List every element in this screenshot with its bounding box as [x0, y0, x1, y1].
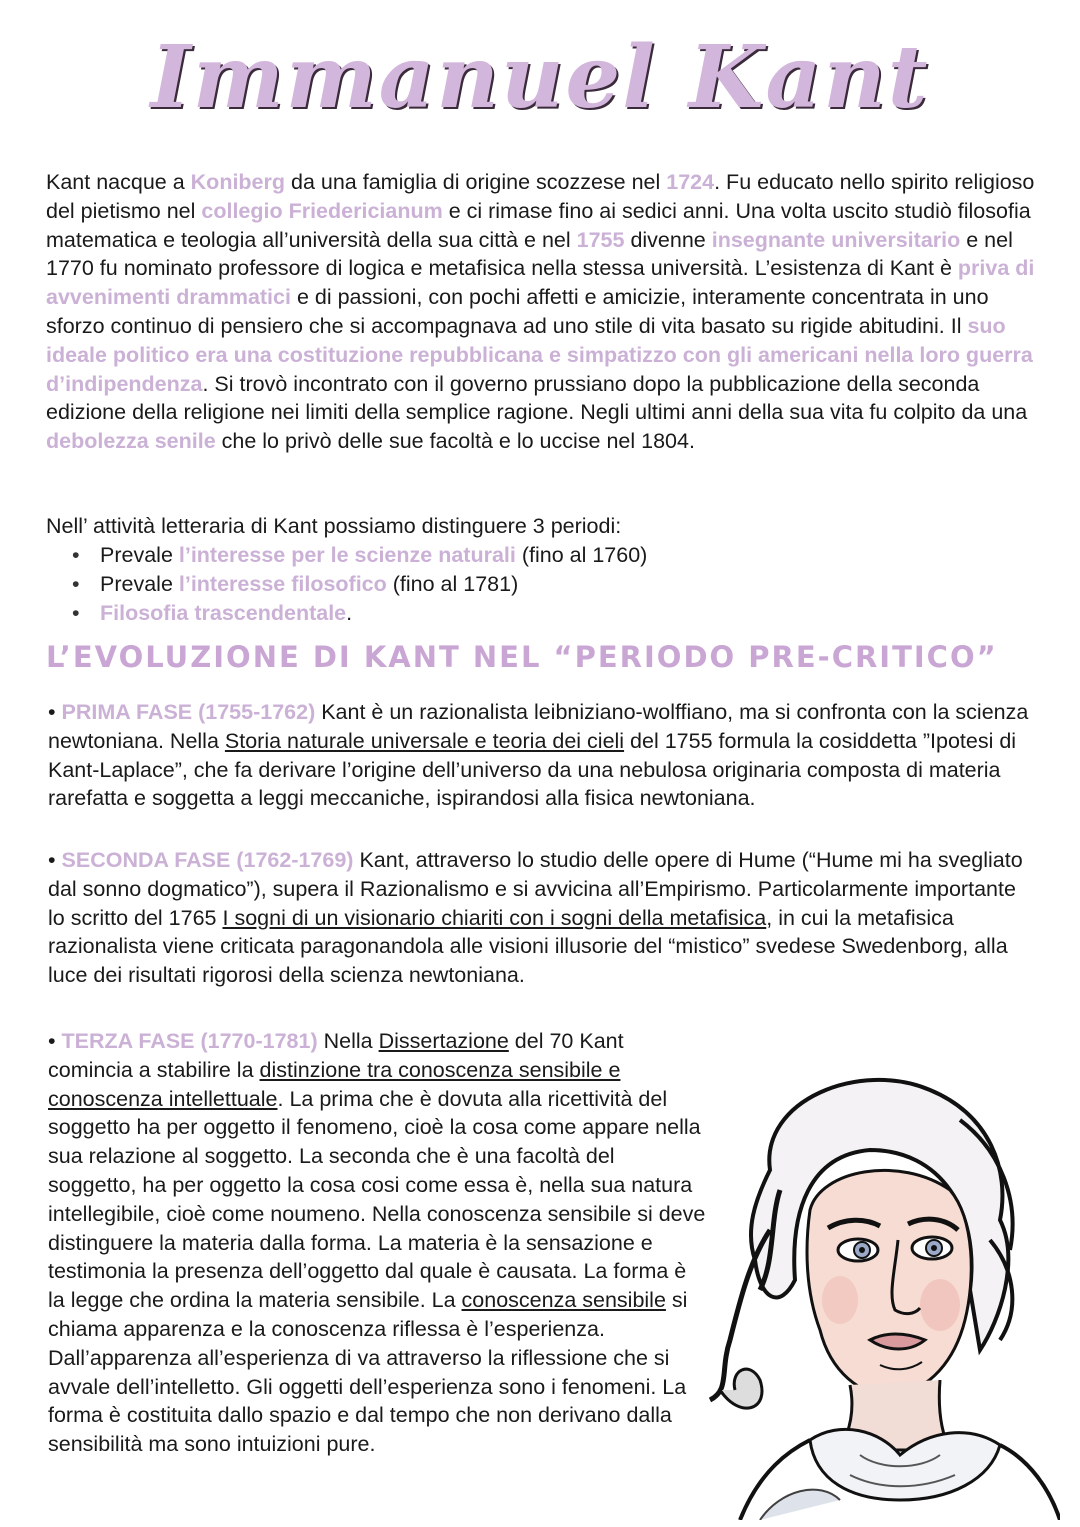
periods-list: [72, 541, 647, 627]
list-item: • Filosofia trascendentale.: [72, 599, 647, 628]
book-title: Storia naturale universale e teoria dei cieli: [224, 728, 625, 753]
phase-label: TERZA FASE (1770-1781): [61, 1029, 318, 1053]
highlight-political-ideal: suo ideale politico era una costituzione repubblicana e simpatizzo con gli americani nella loro guerra d’indipendenza: [46, 313, 1033, 396]
list-item: • Prevale l’interesse per le scienze naturali (fino al 1760): [72, 541, 647, 570]
phase-three-paragraph: • TERZA FASE (1770-1781) Nella Dissertazione del 70 Kant comincia a stabilire la distinzione tra conoscenza sensibile e conoscenza intellettuale. La prima che è dovuta alla ricettività del soggetto ha per oggetto il fenomeno, cioè la cosa come appare nella sua relazione al soggetto. La seconda che è una facoltà del soggetto, ha per oggetto la cosa cosi come essa è, nella sua natura intellegibile, cioè come noumeno. Nella conoscenza sensibile si deve distinguere la materia dalla forma. La materia è la sensazione e testimonia la presenza dell’oggetto dal quale è causata. La forma è la legge che ordina la materia sensibile. La conoscenza sensibile si chiama apparenza e la conoscenza riflessa è l’esperienza. Dall’apparenza all’esperienza di va attraverso la riflessione che si avvale dell’intelletto. Gli oggetti dell’esperienza sono i fenomeni. La forma è costituita dallo spazio e dal tempo che non derivano dalla sensibilità ma sono intuizioni pure.: [48, 1029, 706, 1457]
periods-intro: Nell’ attività letteraria di Kant possiamo distinguere 3 periodi:: [46, 514, 622, 538]
highlight-life: priva di avvenimenti drammatici: [46, 256, 1035, 310]
highlight-weakness: debolezza senile: [46, 429, 216, 454]
book-title: I sogni di un visionario chiariti con i sogni della metafisica: [222, 905, 767, 930]
underlined-concept: distinzione tra conoscenza sensibile e conoscenza intellettuale: [48, 1057, 621, 1111]
highlight-teacher: insegnante universitario: [711, 227, 961, 252]
page-title: Immanuel Kant: [150, 27, 930, 128]
phase-two-paragraph: • SECONDA FASE (1762-1769) Kant, attraverso lo studio delle opere di Hume (“Hume mi ha svegliato dal sonno dogmatico”), supera il Razionalismo e si avvicina all’Empirismo. Particolarmente importante lo scritto del 1765 I sogni di un visionario chiariti con i sogni della metafisica, in cui la metafisica razionalista viene criticata paragonandola alle visioni illusorie del “mistico” svedese Swedenborg, alla luce dei risultati rigorosi della scienza newtoniana.: [48, 848, 1023, 988]
highlight-college: collegio Friedericianum: [201, 198, 443, 223]
phase-one-paragraph: • PRIMA FASE (1755-1762) Kant è un razionalista leibniziano-wolffiano, ma si confronta con la scienza newtoniana. Nella Storia naturale universale e teoria dei cieli del 1755 formula la cosiddetta ”Ipotesi di Kant-Laplace”, che fa derivare l’origine dell’universo da una nebulosa originaria composta di materia rarefatta e soggetta a leggi meccaniche, ispirandosi alla fisica newtoniana.: [48, 700, 1029, 811]
phase-label: SECONDA FASE (1762-1769): [61, 848, 354, 872]
biography-paragraph: Kant nacque a Koniberg da una famiglia di origine scozzese nel 1724. Fu educato nello spirito religioso del pietismo nel collegio Friedericianum e ci rimase fino ai sedici anni. Una volta uscito studiò filosofia matematica e teologia all’università della sua città e nel 1755 divenne insegnante universitario e nel 1770 fu nominato professore di logica e metafisica nella stessa università. L’esistenza di Kant è priva di avvenimenti drammatici e di passioni, con pochi affetti e amicizie, interamente concentrata in uno sforzo continuo di pensiero che si accompagnava ad uno stile di vita basato su rigide abitudini. Il suo ideale politico era una costituzione repubblicana e simpatizzo con gli americani nella loro guerra d’indipendenza. Si trovò incontrato con il governo prussiano dopo la pubblicazione della seconda edizione della religione nei limiti della semplice ragione. Negli ultimi anni della sua vita fu colpito da una debolezza senile che lo privò delle sue facoltà e lo uccise nel 1804.: [46, 170, 1035, 454]
kant-portrait-illustration: [700, 1060, 1060, 1520]
phase-label: PRIMA FASE (1755-1762): [61, 700, 316, 724]
highlight-birthplace: Koniberg: [190, 170, 286, 194]
highlight-birth-year: 1724: [666, 170, 715, 194]
underlined-concept: conoscenza sensibile: [461, 1288, 666, 1313]
section-heading: L’EVOLUZIONE DI KANT NEL “PERIODO PRE-CRITICO”: [46, 640, 998, 674]
list-item: • Prevale l’interesse filosofico (fino al 1781): [72, 570, 647, 599]
book-title: Dissertazione: [378, 1029, 509, 1053]
highlight-year: 1755: [576, 227, 625, 252]
